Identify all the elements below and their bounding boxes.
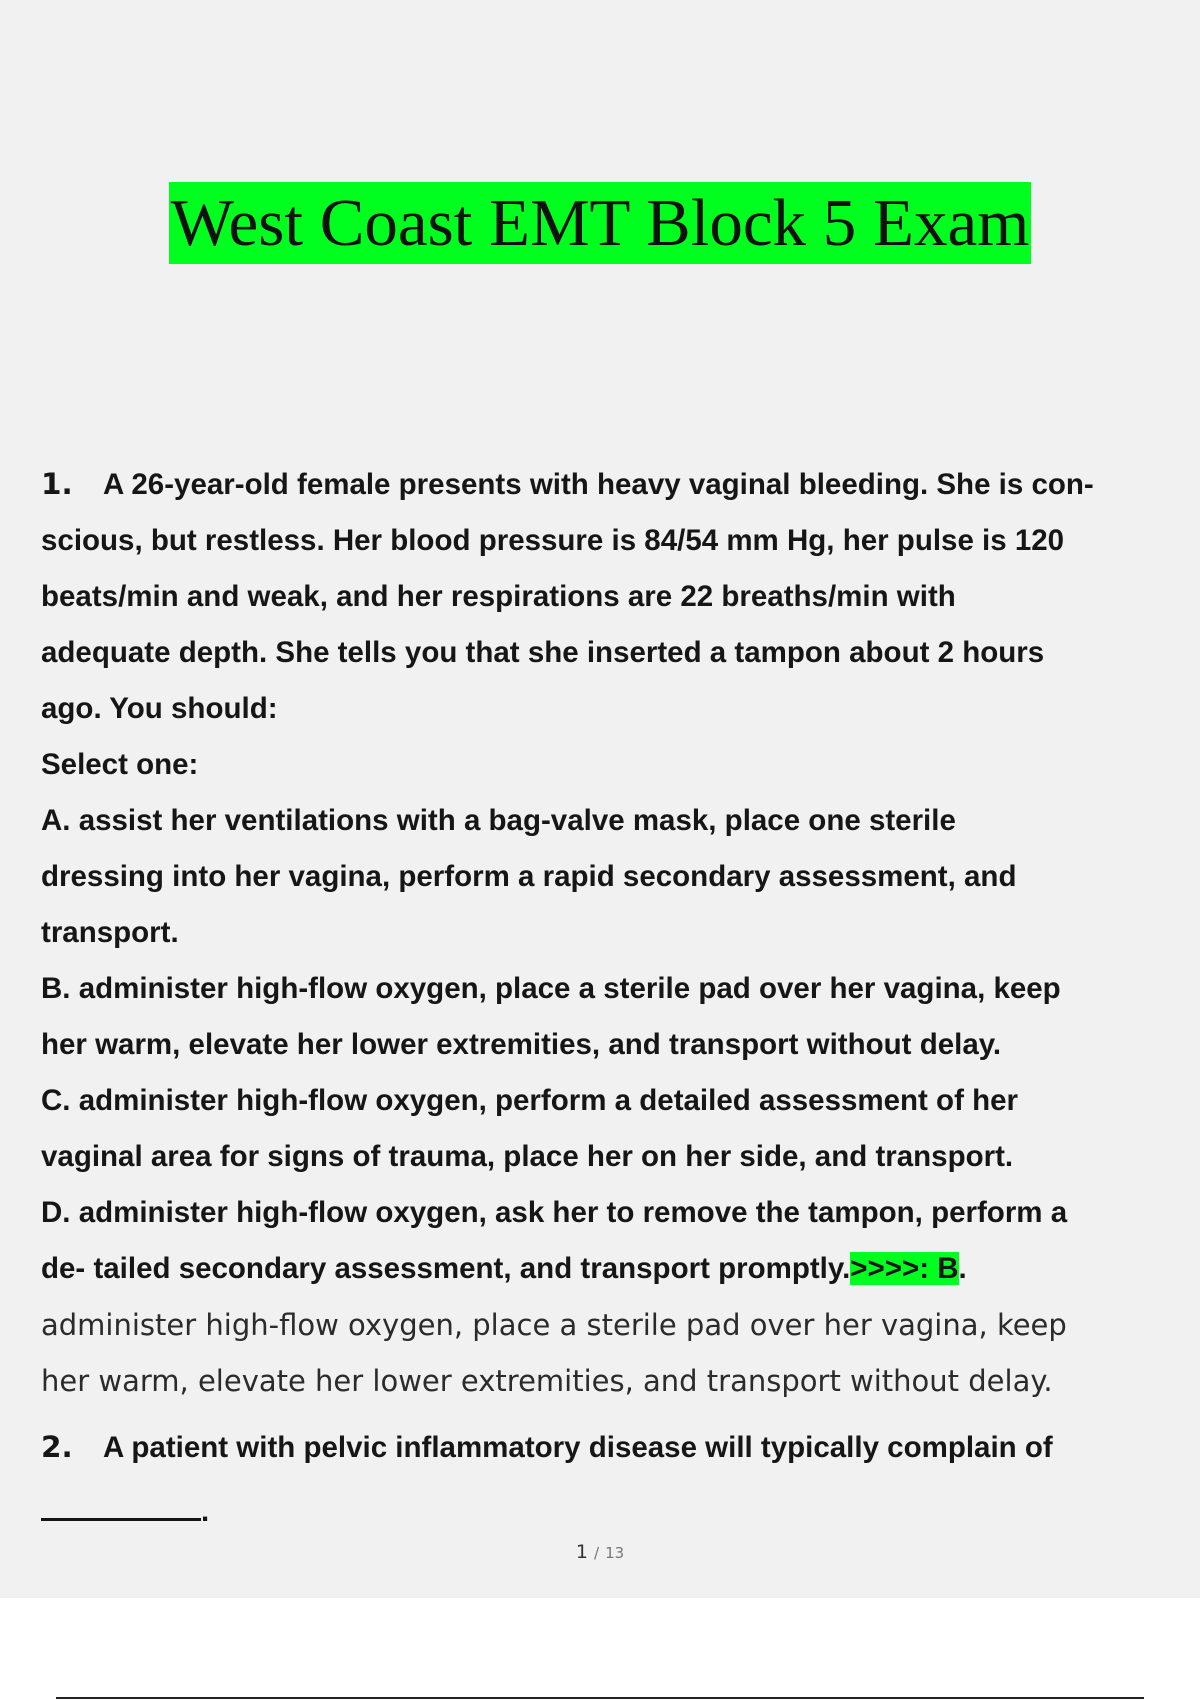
- question-text-line: 2. A patient with pelvic inflammatory disease will typically complain of: [41, 1419, 1191, 1476]
- page-separator: /: [593, 1544, 600, 1562]
- title-container: [0, 182, 1200, 264]
- answer-blank: .: [41, 1484, 1191, 1540]
- question-text-line: adequate depth. She tells you that she inserted a tampon about 2 hours: [41, 636, 1045, 669]
- question-text-line: 1. A 26-year-old female presents with heavy vaginal bleeding. She is con-: [41, 456, 1191, 513]
- question-text-line: beats/min and weak, and her respirations are 22 breaths/min with: [41, 580, 956, 613]
- question-text-line: scious, but restless. Her blood pressure is 84/54 mm Hg, her pulse is 120: [41, 524, 1065, 557]
- page-number: [0, 1541, 1200, 1563]
- option-a: A. assist her ventilations with a bag-valve mask, place one sterile dressing into her vagina, perform a rapid secondary assessment, and transport.: [41, 804, 1017, 949]
- next-page-rule: [56, 1697, 1144, 1699]
- total-pages: 13: [605, 1544, 625, 1562]
- exam-content: [41, 456, 1191, 1540]
- question-text-line: ago. You should:: [41, 692, 278, 725]
- option-c: C. administer high-flow oxygen, perform a detailed assessment of her vaginal area for signs of trauma, place her on her side, and transport.: [41, 1084, 1019, 1173]
- document-title: West Coast EMT Block 5 Exam: [169, 182, 1032, 264]
- question-number: 2.: [41, 1430, 73, 1464]
- blank-underline: [41, 1496, 201, 1521]
- question-2: [41, 1419, 1191, 1540]
- current-page: 1: [575, 1541, 588, 1563]
- option-d: D. administer high-flow oxygen, ask her to remove the tampon, perform a de- tailed secondary assessment, and transport promptly.>>>>: B.: [41, 1196, 1068, 1285]
- answer-explanation: administer high-flow oxygen, place a sterile pad over her vagina, keep her warm, elevate her lower extremities, and transport without delay.: [41, 1308, 1067, 1398]
- answer-marker: >>>>: B: [850, 1252, 959, 1285]
- question-1: [41, 456, 1191, 1409]
- option-b: B. administer high-flow oxygen, place a sterile pad over her vagina, keep her warm, elevate her lower extremities, and transport without delay.: [41, 972, 1061, 1061]
- question-number: 1.: [41, 467, 73, 501]
- select-prompt: Select one:: [41, 748, 199, 781]
